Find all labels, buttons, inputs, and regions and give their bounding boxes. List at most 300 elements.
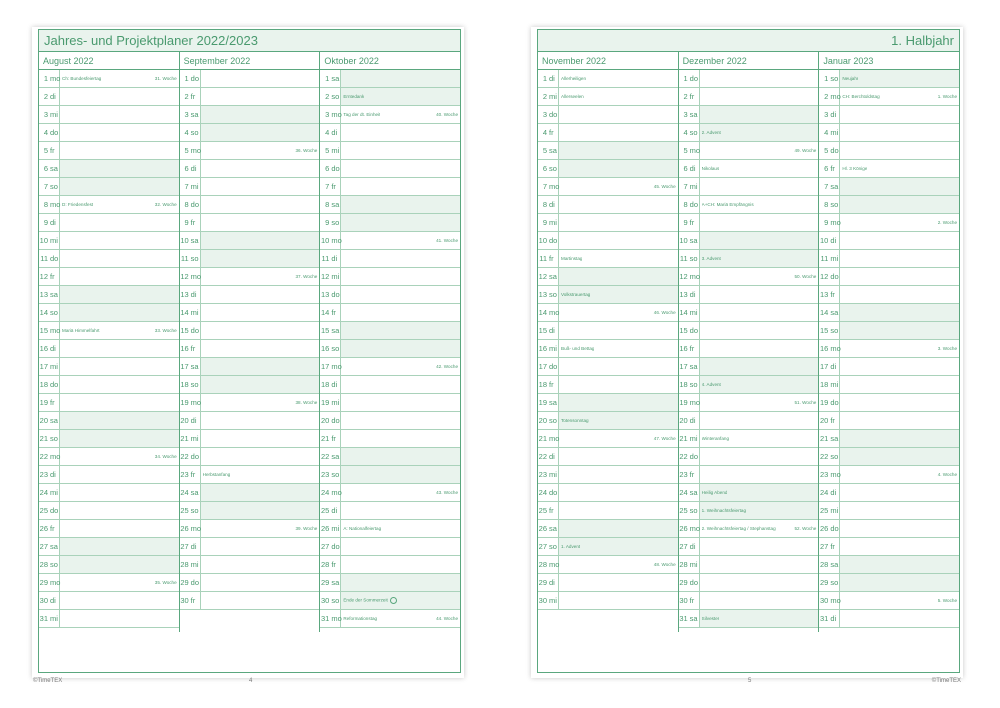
day-entry-area: [341, 124, 460, 141]
day-row: [679, 520, 819, 538]
weekday: do: [330, 286, 341, 303]
day-entry-area: [341, 448, 460, 465]
weekday: mo: [330, 484, 341, 501]
day-entry-area: [700, 448, 819, 465]
week-number: 3. Woche: [937, 346, 958, 351]
day-row: [819, 142, 959, 160]
weekday: mo: [190, 268, 201, 285]
day-entry-area: [341, 430, 460, 447]
day-number: 26: [39, 524, 48, 533]
day-entry-area: [840, 70, 959, 87]
day-row: [538, 268, 678, 286]
month-column: [538, 52, 678, 632]
day-entry-area: [700, 610, 819, 627]
day-number: 21: [679, 434, 688, 443]
day-row: [538, 88, 678, 106]
weekday: mi: [689, 304, 700, 321]
day-entry-area: [60, 448, 179, 465]
week-number: 37. Woche: [295, 274, 318, 279]
day-number: 8: [43, 200, 48, 209]
day-entry-area: [559, 322, 678, 339]
weekday: sa: [49, 160, 60, 177]
day-entry-area: [700, 160, 819, 177]
day-entry-area: [341, 106, 460, 123]
day-number: 3: [43, 110, 48, 119]
weekday: fr: [330, 556, 341, 573]
day-number: 5: [184, 146, 189, 155]
day-number: 9: [325, 218, 330, 227]
day-number: 28: [180, 560, 189, 569]
day-row: [320, 178, 460, 196]
holiday-label: Reformationstag: [343, 616, 378, 621]
day-entry-area: [60, 160, 179, 177]
day-row: [819, 340, 959, 358]
day-row: [320, 592, 460, 610]
day-number: 8: [325, 200, 330, 209]
day-number: 23: [180, 470, 189, 479]
day-entry-area: [700, 124, 819, 141]
day-row: [180, 394, 320, 412]
day-number: 4: [184, 128, 189, 137]
day-entry-area: [60, 70, 179, 87]
day-entry-area: [700, 70, 819, 87]
day-row: [538, 232, 678, 250]
day-number: 18: [679, 380, 688, 389]
day-number: 15: [180, 326, 189, 335]
day-entry-area: [341, 484, 460, 501]
day-number: 3: [542, 110, 547, 119]
day-number: 16: [679, 344, 688, 353]
day-entry-area: [700, 466, 819, 483]
weekday: so: [330, 214, 341, 231]
holiday-label-wrap: [561, 544, 580, 549]
weekday: mi: [330, 268, 341, 285]
day-number: 17: [180, 362, 189, 371]
day-number: 21: [538, 434, 547, 443]
day-number: 1: [43, 74, 48, 83]
weekday: mo: [689, 394, 700, 411]
weekday: sa: [330, 196, 341, 213]
day-row: [39, 70, 179, 88]
holiday-label: Heilig Abend: [701, 490, 728, 495]
month-header: Dezember 2022: [679, 52, 819, 70]
weekday: do: [330, 412, 341, 429]
weekday: di: [548, 574, 559, 591]
day-row: [320, 502, 460, 520]
weekday: so: [190, 124, 201, 141]
weekday: mo: [548, 178, 559, 195]
day-number: 8: [683, 200, 688, 209]
day-number: 17: [538, 362, 547, 371]
day-row: [819, 286, 959, 304]
weekday: mi: [330, 394, 341, 411]
day-number: 28: [820, 560, 829, 569]
weekday: do: [190, 322, 201, 339]
day-number: 22: [39, 452, 48, 461]
day-row: [180, 124, 320, 142]
day-entry-area: [201, 232, 320, 249]
day-entry-area: [840, 232, 959, 249]
day-entry-area: [341, 70, 460, 87]
day-number: 26: [321, 524, 330, 533]
day-number: 21: [39, 434, 48, 443]
weekday: sa: [689, 610, 700, 627]
day-entry-area: [201, 340, 320, 357]
day-row: [320, 286, 460, 304]
day-number: 14: [39, 308, 48, 317]
day-entry-area: [840, 376, 959, 393]
week-number: 38. Woche: [295, 400, 318, 405]
weekday: mo: [330, 358, 341, 375]
day-entry-area: [201, 592, 320, 609]
weekday: so: [689, 124, 700, 141]
day-row: [39, 340, 179, 358]
day-entry-area: [840, 358, 959, 375]
day-entry-area: [840, 484, 959, 501]
day-entry-area: [700, 538, 819, 555]
day-entry-area: [341, 196, 460, 213]
day-entry-area: [700, 250, 819, 267]
holiday-label-wrap: [702, 130, 721, 135]
day-row: [819, 574, 959, 592]
weekday: mo: [689, 268, 700, 285]
day-entry-area: [60, 466, 179, 483]
day-number: 10: [180, 236, 189, 245]
day-entry-area: [559, 574, 678, 591]
day-entry-area: [201, 358, 320, 375]
weekday: mi: [330, 142, 341, 159]
holiday-label-wrap: [343, 616, 377, 621]
holiday-label-wrap: [343, 597, 396, 604]
day-row: [679, 304, 819, 322]
day-entry-area: [60, 520, 179, 537]
day-entry-area: [201, 88, 320, 105]
week-number: 41. Woche: [436, 238, 459, 243]
day-row: [679, 502, 819, 520]
day-row: [679, 286, 819, 304]
day-number: 25: [538, 506, 547, 515]
weekday: so: [548, 160, 559, 177]
weekday: mo: [49, 448, 60, 465]
day-number: 30: [538, 596, 547, 605]
day-row: [679, 358, 819, 376]
day-entry-area: [700, 394, 819, 411]
day-number: 28: [39, 560, 48, 569]
day-entry-area: [60, 430, 179, 447]
holiday-label: Ch: Bundesfeiertag: [62, 76, 102, 81]
day-entry-area: [700, 88, 819, 105]
weekday: do: [49, 124, 60, 141]
weekday: mo: [829, 88, 840, 105]
weekday: sa: [689, 106, 700, 123]
day-entry-area: [559, 430, 678, 447]
month-column: [818, 52, 959, 632]
day-row: [180, 70, 320, 88]
weekday: di: [49, 88, 60, 105]
holiday-label: 2. Advent: [701, 130, 721, 135]
weekday: sa: [190, 106, 201, 123]
weekday: mo: [829, 466, 840, 483]
day-number: 21: [321, 434, 330, 443]
day-entry-area: [60, 304, 179, 321]
week-number: 39. Woche: [295, 526, 318, 531]
week-number: 5. Woche: [937, 598, 958, 603]
day-row: [819, 160, 959, 178]
day-row: [538, 538, 678, 556]
day-number: 11: [180, 254, 189, 263]
week-number: 45. Woche: [653, 184, 676, 189]
day-number: 13: [538, 290, 547, 299]
weekday: mi: [689, 178, 700, 195]
weekday: mo: [49, 322, 60, 339]
weekday: sa: [829, 304, 840, 321]
day-row: [538, 502, 678, 520]
day-entry-area: [341, 412, 460, 429]
weekday: di: [829, 106, 840, 123]
weekday: so: [330, 88, 341, 105]
page-number: 4: [249, 678, 253, 684]
day-number: 20: [180, 416, 189, 425]
day-number: 2: [43, 92, 48, 101]
weekday: sa: [829, 430, 840, 447]
holiday-label: 3. Advent: [701, 256, 721, 261]
weekday: mo: [49, 574, 60, 591]
day-row: [39, 88, 179, 106]
day-row: [538, 250, 678, 268]
holiday-label-wrap: [561, 256, 582, 261]
day-entry-area: [700, 502, 819, 519]
day-entry-area: [201, 70, 320, 87]
weekday: fr: [190, 466, 201, 483]
day-row: [679, 556, 819, 574]
month-column: [319, 52, 460, 632]
day-row: [679, 412, 819, 430]
day-number: 22: [321, 452, 330, 461]
day-row: [320, 484, 460, 502]
day-entry-area: [559, 484, 678, 501]
weekday: fr: [829, 412, 840, 429]
month-header: September 2022: [180, 52, 320, 70]
day-entry-area: [341, 232, 460, 249]
holiday-label: Buß- und Bettag: [561, 346, 595, 351]
day-entry-area: [60, 232, 179, 249]
weekday: mi: [190, 178, 201, 195]
day-number: 26: [679, 524, 688, 533]
day-entry-area: [559, 592, 678, 609]
day-number: 24: [820, 488, 829, 497]
weekday: di: [689, 286, 700, 303]
weekday: di: [829, 358, 840, 375]
weekday: do: [548, 106, 559, 123]
day-entry-area: [700, 358, 819, 375]
day-number: 29: [39, 578, 48, 587]
weekday: do: [689, 574, 700, 591]
day-number: 24: [538, 488, 547, 497]
day-row: [39, 232, 179, 250]
weekday: so: [829, 196, 840, 213]
day-row: [39, 160, 179, 178]
weekday: so: [829, 322, 840, 339]
weekday: fr: [49, 394, 60, 411]
weekday: do: [330, 160, 341, 177]
day-entry-area: [341, 358, 460, 375]
day-entry-area: [60, 142, 179, 159]
weekday: sa: [689, 484, 700, 501]
weekday: fr: [829, 160, 840, 177]
weekday: do: [548, 358, 559, 375]
weekday: fr: [330, 430, 341, 447]
day-row: [819, 304, 959, 322]
day-row: [320, 232, 460, 250]
holiday-label-wrap: [842, 166, 867, 171]
day-number: 4: [325, 128, 330, 137]
holiday-label-wrap: [62, 202, 93, 207]
weekday: mi: [49, 106, 60, 123]
day-row: [538, 286, 678, 304]
holiday-label: Nikolaus: [701, 166, 720, 171]
day-number: 27: [679, 542, 688, 551]
weekday: sa: [190, 358, 201, 375]
day-number: 4: [824, 128, 829, 137]
day-row: [320, 394, 460, 412]
day-number: 23: [321, 470, 330, 479]
day-number: 13: [39, 290, 48, 299]
weekday: so: [829, 574, 840, 591]
day-row: [819, 466, 959, 484]
holiday-label-wrap: [561, 346, 594, 351]
day-row: [320, 160, 460, 178]
day-number: 9: [542, 218, 547, 227]
weekday: so: [548, 412, 559, 429]
day-row: [39, 322, 179, 340]
day-row: [180, 484, 320, 502]
day-entry-area: [559, 88, 678, 105]
day-entry-area: [201, 250, 320, 267]
day-number: 11: [40, 254, 48, 263]
day-number: 12: [39, 272, 48, 281]
day-row: [180, 358, 320, 376]
day-entry-area: [840, 556, 959, 573]
weekday: so: [689, 250, 700, 267]
weekday: mi: [829, 250, 840, 267]
day-row: [538, 160, 678, 178]
day-row: [39, 394, 179, 412]
day-entry-area: [201, 574, 320, 591]
copyright: ©TimeTEX: [33, 678, 63, 684]
day-number: 27: [538, 542, 547, 551]
day-number: 8: [824, 200, 829, 209]
day-row: [180, 592, 320, 610]
day-number: 28: [538, 560, 547, 569]
weekday: do: [190, 448, 201, 465]
day-entry-area: [559, 556, 678, 573]
day-number: 5: [542, 146, 547, 155]
day-number: 12: [820, 272, 829, 281]
day-number: 1: [542, 74, 547, 83]
day-entry-area: [201, 160, 320, 177]
day-entry-area: [840, 520, 959, 537]
day-entry-area: [840, 304, 959, 321]
day-number: 11: [820, 254, 829, 263]
day-row: [180, 376, 320, 394]
weekday: fr: [689, 592, 700, 609]
day-entry-area: [559, 376, 678, 393]
weekday: sa: [829, 556, 840, 573]
weekday: fr: [829, 286, 840, 303]
weekday: fr: [689, 88, 700, 105]
weekday: so: [49, 304, 60, 321]
weekday: mi: [829, 376, 840, 393]
day-row: [39, 106, 179, 124]
holiday-label-wrap: [343, 112, 380, 117]
day-row: [679, 142, 819, 160]
day-number: 19: [679, 398, 688, 407]
day-number: 25: [679, 506, 688, 515]
day-number: 12: [321, 272, 330, 281]
day-row: [39, 196, 179, 214]
holiday-label-wrap: [702, 616, 720, 621]
day-number: 24: [679, 488, 688, 497]
day-number: 27: [321, 542, 330, 551]
day-number: 26: [538, 524, 547, 533]
weekday: do: [190, 574, 201, 591]
weekday: di: [689, 538, 700, 555]
day-number: 27: [39, 542, 48, 551]
weekday: do: [829, 520, 840, 537]
week-number: 2. Woche: [937, 220, 958, 225]
weekday: mo: [330, 106, 341, 123]
weekday: di: [689, 412, 700, 429]
day-number: 29: [679, 578, 688, 587]
day-number: 24: [321, 488, 330, 497]
day-row: [538, 556, 678, 574]
weekday: di: [330, 250, 341, 267]
day-number: 30: [820, 596, 829, 605]
day-row: [39, 610, 179, 628]
holiday-label: Martinstag: [561, 256, 583, 261]
day-row: [819, 520, 959, 538]
weekday: so: [829, 448, 840, 465]
day-number: 18: [180, 380, 189, 389]
day-row: [320, 250, 460, 268]
day-number: 17: [679, 362, 688, 371]
day-number: 7: [542, 182, 547, 191]
day-row: [320, 466, 460, 484]
day-number: 3: [824, 110, 829, 119]
weekday: mo: [548, 430, 559, 447]
day-entry-area: [60, 376, 179, 393]
day-entry-area: [341, 142, 460, 159]
day-number: 25: [39, 506, 48, 515]
weekday: mi: [548, 592, 559, 609]
holiday-label: Herbstanfang: [202, 472, 231, 477]
weekday: mo: [330, 232, 341, 249]
weekday: so: [689, 502, 700, 519]
weekday: do: [829, 142, 840, 159]
weekday: so: [548, 286, 559, 303]
day-row: [320, 142, 460, 160]
day-row: [679, 160, 819, 178]
right-page: [531, 27, 963, 684]
day-entry-area: [559, 466, 678, 483]
day-row: [180, 106, 320, 124]
weekday: di: [829, 484, 840, 501]
day-entry-area: [700, 142, 819, 159]
day-number: 2: [325, 92, 330, 101]
day-number: 25: [180, 506, 189, 515]
weekday: so: [330, 466, 341, 483]
day-number: 31: [820, 614, 829, 623]
